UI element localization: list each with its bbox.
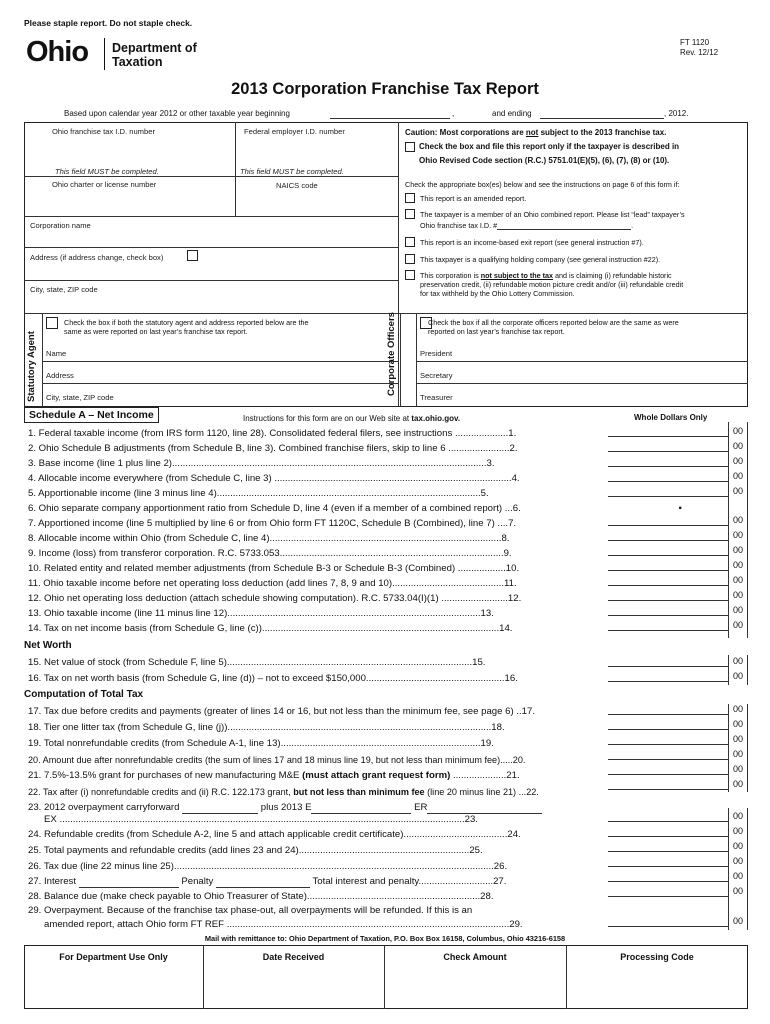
cents-label: 00: [732, 841, 743, 851]
cents-label: 00: [732, 749, 743, 759]
carryforward-field[interactable]: [182, 805, 258, 814]
check-file-text: [419, 142, 679, 166]
agent-address-label: Address: [46, 371, 74, 380]
check-file-line-2: Ohio Revised Code section (R.C.) 5751.01(E)(5), (6), (7), (8) or (10).: [419, 156, 670, 165]
cents-label: 00: [732, 515, 743, 525]
line-22-text: 22. Tax after (i) nonrefundable credits and (ii) R.C. 122.173 grant,: [28, 787, 294, 797]
cents-label: 00: [732, 734, 743, 744]
amount-field[interactable]: [608, 424, 728, 437]
line-23-label: 23. 2012 overpayment carryforward: [28, 802, 180, 813]
line-21-bold: (must attach grant request form): [302, 770, 451, 781]
net-worth-heading: Net Worth: [24, 640, 72, 651]
amount-field[interactable]: [608, 513, 728, 526]
line-24: 24. Refundable credits (from Schedule A-2, line 5 and attach applicable credit certificate).......................................24.: [28, 829, 521, 840]
cents-label: 00: [732, 560, 743, 570]
line-8: 8. Allocable income within Ohio (from Schedule C, line 4).......................................................................................8.: [28, 533, 510, 544]
ending-date-field[interactable]: [540, 118, 664, 119]
cents-label: 00: [732, 704, 743, 714]
income-exit-label: This report is an income-based exit report (see general instruction #7).: [420, 238, 644, 247]
address-input[interactable]: [28, 264, 394, 278]
staple-note: Please staple report. Do not staple check.: [24, 18, 193, 28]
line-27: [28, 876, 506, 888]
check-appropriate-text: Check the appropriate box(es) below and see the instructions on page 6 of this form if:: [405, 180, 680, 189]
cents-edge: [747, 808, 748, 930]
line-18: 18. Tier one litter tax (from Schedule G, line (j))...................................................................................................18.: [28, 722, 505, 733]
line-26: 26. Tax due (line 22 minus line 25)........................................................................................................................26.: [28, 861, 508, 872]
combined-end: .: [631, 221, 634, 230]
schedule-a-title: Schedule A – Net Income: [24, 407, 159, 423]
secretary-input[interactable]: [456, 368, 744, 381]
line-28: 28. Balance due (make check payable to Ohio Treasurer of State).................................................................28.: [28, 891, 494, 902]
line-23-plus: plus 2013 E: [260, 802, 312, 813]
corp-name-label: Corporation name: [30, 221, 91, 230]
secretary-label: Secretary: [420, 371, 453, 380]
id-divider: [235, 122, 236, 184]
officer-side-divider-right: [416, 313, 417, 407]
cents-label: 00: [732, 871, 743, 881]
interest-field[interactable]: [79, 879, 179, 888]
caution-text: [405, 128, 666, 138]
page-title: 2013 Corporation Franchise Tax Report: [231, 80, 539, 98]
instructions-link[interactable]: tax.ohio.gov.: [411, 414, 461, 423]
form-id: [680, 38, 718, 58]
charter-input[interactable]: [28, 190, 232, 214]
charter-divider: [235, 176, 236, 216]
mail-note: Mail with remittance to: Ohio Department of Taxation, P.O. Box Box 16158, Columbus, Ohio 43216-6158: [204, 934, 566, 943]
amount-field[interactable]: [608, 702, 728, 715]
officers-check-line-1: Check the box if all the corporate officers reported below are the same as were: [428, 318, 679, 327]
amended-label: This report is an amended report.: [420, 194, 527, 203]
estimated-field[interactable]: [311, 805, 411, 814]
combined-label: [420, 210, 685, 230]
amount-field[interactable]: [608, 869, 728, 882]
year-end-label: , 2012.: [664, 109, 689, 118]
cents-label: 00: [732, 545, 743, 555]
not-subject-line-2: preservation credit, (ii) refundable motion picture credit and/or (iii) refundable credit: [420, 280, 684, 289]
ohio-tax-id-input[interactable]: [28, 138, 232, 160]
line-23: [28, 802, 542, 814]
line-29: 29. Overpayment. Because of the franchise tax phase-out, all overpayments will be refunded. If this is an: [28, 905, 473, 916]
line-9: 9. Income (loss) from transferor corporation. R.C. 5733.053....................................................................................9.: [28, 548, 512, 559]
combined-checkbox[interactable]: [405, 209, 415, 219]
caution-post: subject to the 2013 franchise tax.: [538, 128, 667, 137]
cents-label: 00: [732, 826, 743, 836]
combined-line-1: The taxpayer is a member of an Ohio combined report. Please list “lead” taxpayer’s: [420, 210, 685, 219]
agent-check-line-2: same as were reported on last year’s franchise tax report.: [64, 327, 248, 336]
amended-checkbox[interactable]: [405, 193, 415, 203]
not-subject-label: [420, 271, 683, 298]
processing-code-label: Processing Code: [620, 952, 694, 962]
cents-label: 00: [732, 856, 743, 866]
cents-edge: [747, 655, 748, 685]
cents-label: 00: [732, 656, 743, 666]
line-12: 12. Ohio net operating loss deduction (attach schedule showing computation). R.C. 5733.04(I)(1) .........................12.: [28, 593, 522, 604]
line-19: 19. Total nonrefundable credits (from Schedule A-1, line 13)...........................................................................19.: [28, 738, 494, 749]
and-ending-label: and ending: [492, 109, 532, 118]
line-25: 25. Total payments and refundable credits (add lines 23 and 24)................................................................25.: [28, 845, 483, 856]
check-amount-label: Check Amount: [443, 952, 507, 962]
cents-label: 00: [732, 886, 743, 896]
instructions-note: [243, 414, 460, 423]
federal-id-input[interactable]: [238, 138, 396, 160]
beginning-date-field[interactable]: [330, 118, 450, 119]
cents-label: 00: [732, 471, 743, 481]
line-22-bold: but not less than minimum fee: [293, 787, 425, 797]
form-number: FT 1120: [680, 38, 710, 47]
line-3: 3. Base income (line 1 plus line 2)......................................................................................................................3.: [28, 458, 495, 469]
cents-label: 00: [732, 456, 743, 466]
line-22: [28, 786, 539, 798]
line-29-cont: amended report, attach Ohio form FT REF ..........................................................................................................29.: [44, 919, 523, 930]
line-10: 10. Related entity and related member adjustments (from Schedule B-3 or Schedule B-3 (Combined) ..................10.: [28, 563, 520, 574]
corporate-officers-side-label: Corporate Officers: [386, 312, 397, 396]
amount-field[interactable]: [608, 839, 728, 852]
officers-check-text: [428, 318, 679, 336]
agent-city-label: City, state, ZIP code: [46, 393, 114, 402]
line-1: 1. Federal taxable income (from IRS form 1120, line 28). Consolidated federal filers, see instructions ....................1.: [28, 428, 517, 439]
whole-dollars-label: Whole Dollars Only: [634, 413, 708, 422]
amount-field[interactable]: [608, 777, 728, 790]
officers-check-line-2: reported on last year’s franchise tax report.: [428, 327, 565, 336]
line-16: 16. Tax on net worth basis (from Schedule G, line (d)) – not to exceed $150,000....................................................16.: [28, 673, 518, 684]
agent-name-label: Name: [46, 349, 67, 358]
amount-field[interactable]: [608, 669, 728, 682]
line-27-penalty: Penalty: [181, 876, 214, 887]
agent-address-input[interactable]: [86, 368, 394, 381]
line-27-total: Total interest and penalty............................27.: [312, 876, 507, 887]
cents-label: 00: [732, 779, 743, 789]
dept-line-2: Taxation: [112, 55, 163, 69]
line-23-ex-label: EX: [44, 814, 57, 825]
date-received-label: Date Received: [262, 952, 325, 962]
line-7: 7. Apportioned income (line 5 multiplied by line 6 or from Ohio form FT 1120C, Schedule B (Combined), line 7) ....7.: [28, 518, 517, 529]
president-label: President: [420, 349, 453, 358]
dept-use-label: For Department Use Only: [59, 952, 168, 962]
city-label: City, state, ZIP code: [30, 285, 98, 294]
line-5: 5. Apportionable income (line 3 minus line 4)...................................................................................................5.: [28, 488, 489, 499]
line-21: [28, 770, 520, 782]
cents-label: 00: [732, 426, 743, 436]
line-6: 6. Ohio separate company apportionment ratio from Schedule D, line 4 (even if a member of a combined report) ...6.: [28, 503, 521, 514]
line-23-ex: [44, 814, 478, 826]
line-20: 20. Amount due after nonrefundable credits (the sum of lines 17 and 18 minus line 19, but not less than minimum fee).....20.: [28, 755, 526, 765]
cents-label: 00: [732, 671, 743, 681]
rule: [24, 280, 398, 281]
line-23-er: ER: [414, 802, 428, 813]
amount-field[interactable]: [608, 528, 728, 541]
cents-label: 00: [732, 811, 743, 821]
not-subject-checkbox[interactable]: [405, 270, 415, 280]
amount-field[interactable]: [608, 884, 728, 897]
amount-field[interactable]: [608, 618, 728, 631]
address-change-checkbox[interactable]: [187, 250, 198, 261]
cents-label: 00: [732, 620, 743, 630]
line-15: 15. Net value of stock (from Schedule F, line 5)............................................................................................15.: [28, 657, 486, 668]
line-14: 14. Tax on net income basis (from Schedule G, line (c)).........................................................................................14.: [28, 623, 513, 634]
cents-label: 00: [732, 916, 743, 926]
naics-input[interactable]: [238, 190, 396, 214]
dept-name: [112, 41, 197, 69]
amount-field[interactable]: [608, 454, 728, 467]
computation-heading: Computation of Total Tax: [24, 689, 144, 700]
officer-side-divider-left: [400, 313, 401, 407]
income-exit-checkbox[interactable]: [405, 237, 415, 247]
cents-label: 00: [732, 590, 743, 600]
rule: [42, 361, 398, 362]
agent-name-input[interactable]: [80, 346, 394, 359]
amount-field[interactable]: [608, 573, 728, 586]
amount-field[interactable]: [608, 484, 728, 497]
rule: [416, 383, 748, 384]
rule: [24, 247, 398, 248]
agent-check-text: [64, 318, 309, 336]
check-file-line-1: Check the box and file this report only if the taxpayer is described in: [419, 142, 680, 151]
amount-field[interactable]: [608, 654, 728, 667]
cents-label: 00: [732, 575, 743, 585]
not-subject-post: and is claiming (i) refundable historic: [553, 271, 672, 280]
cents-label: 00: [732, 530, 743, 540]
agent-same-checkbox[interactable]: [46, 317, 58, 329]
rule: [416, 361, 748, 362]
cents-label: 00: [732, 605, 743, 615]
form-revision: Rev. 12/12: [680, 48, 719, 57]
cents-label: 00: [732, 486, 743, 496]
amount-field[interactable]: [608, 747, 728, 760]
cents-edge: [747, 422, 748, 638]
caution-not: not: [525, 128, 539, 137]
rule: [24, 216, 398, 217]
rule: [24, 176, 398, 177]
combined-line-2: Ohio franchise tax I.D. #: [420, 221, 498, 230]
holding-company-label: This taxpayer is a qualifying holding company (see general instruction #22).: [420, 255, 661, 264]
statutory-agent-side-label: Statutory Agent: [26, 331, 37, 402]
decimal-point: .: [678, 496, 683, 513]
line-2: 2. Ohio Schedule B adjustments (from Schedule B, line 3). Combined franchise filers, skip to line 6 .......................2.: [28, 443, 518, 454]
based-upon-label: Based upon calendar year 2012 or other taxable year beginning: [64, 109, 290, 118]
lead-taxpayer-id-field[interactable]: [497, 221, 634, 230]
amount-field[interactable]: [608, 854, 728, 867]
amount-field[interactable]: [608, 809, 728, 822]
cents-label: 00: [732, 441, 743, 451]
instructions-pre: Instructions for this form are on our Web site at: [243, 414, 412, 423]
charter-label: Ohio charter or license number: [52, 180, 157, 189]
penalty-field[interactable]: [216, 879, 310, 888]
cents-label: 00: [732, 764, 743, 774]
er-field[interactable]: [427, 805, 542, 814]
caution-pre: Caution: Most corporations are: [405, 128, 526, 137]
line-21-text: 21. 7.5%-13.5% grant for purchases of new manufacturing M&E: [28, 770, 303, 781]
file-report-checkbox[interactable]: [405, 142, 415, 152]
line-11: 11. Ohio taxable income before net operating loss deduction (add lines 7, 8, 9 and 10)..........................................11.: [28, 578, 517, 589]
amount-field[interactable]: [608, 914, 728, 927]
cents-edge: [747, 704, 748, 792]
cents-label: 00: [732, 719, 743, 729]
treasurer-input[interactable]: [456, 390, 744, 403]
agent-side-divider: [42, 313, 43, 407]
not-subject-pre: This corporation is: [420, 271, 481, 280]
amount-field[interactable]: [608, 762, 728, 775]
line-21-after: ....................21.: [450, 770, 520, 781]
agent-city-input[interactable]: [130, 390, 394, 403]
not-subject-underlined: not subject to the tax: [480, 271, 553, 280]
amount-field[interactable]: [608, 732, 728, 745]
agent-check-line-1: Check the box if both the statutory agent and address reported below are the: [64, 318, 309, 327]
line-22-after: (line 20 minus line 21) ...22.: [424, 787, 539, 797]
amount-field[interactable]: [608, 717, 728, 730]
amount-field[interactable]: [608, 824, 728, 837]
holding-company-checkbox[interactable]: [405, 254, 415, 264]
dept-line-1: Department of: [112, 41, 197, 55]
comma: ,: [452, 109, 455, 118]
president-input[interactable]: [456, 346, 744, 359]
rule: [42, 383, 398, 384]
amount-field[interactable]: [608, 543, 728, 556]
frame-divider: [398, 122, 399, 407]
naics-label: NAICS code: [276, 181, 318, 190]
line-23-dots: ........................................................................................................................................................23.: [59, 814, 478, 825]
line-17: 17. Tax due before credits and payments (greater of lines 14 or 16, but not less than the minimum fee, see page 6) ..17.: [28, 706, 535, 717]
must-complete-note-1: This field MUST be completed.: [55, 167, 159, 176]
not-subject-line-3: for tax withheld by the Ohio Lottery Commission.: [420, 289, 575, 298]
line-27-interest: 27. Interest: [28, 876, 76, 887]
corp-name-input[interactable]: [28, 230, 394, 244]
logo-divider: [104, 38, 105, 70]
amount-field[interactable]: [608, 603, 728, 616]
amount-field[interactable]: [608, 588, 728, 601]
city-input[interactable]: [28, 296, 394, 310]
must-complete-note-2: This field MUST be completed.: [240, 167, 344, 176]
line-13: 13. Ohio taxable income (line 11 minus line 12)...............................................................................................13.: [28, 608, 494, 619]
federal-id-label: Federal employer I.D. number: [244, 127, 345, 136]
ratio-field[interactable]: [608, 498, 728, 511]
amount-field[interactable]: [608, 469, 728, 482]
amount-field[interactable]: [608, 439, 728, 452]
ohio-logo: Ohio: [26, 36, 89, 68]
amount-field[interactable]: [608, 558, 728, 571]
address-label: Address (if address change, check box): [30, 253, 164, 262]
line-4: 4. Allocable income everywhere (from Schedule C, line 3) .........................................................................................4.: [28, 473, 520, 484]
ohio-tax-id-label: Ohio franchise tax I.D. number: [52, 127, 155, 136]
treasurer-label: Treasurer: [420, 393, 453, 402]
